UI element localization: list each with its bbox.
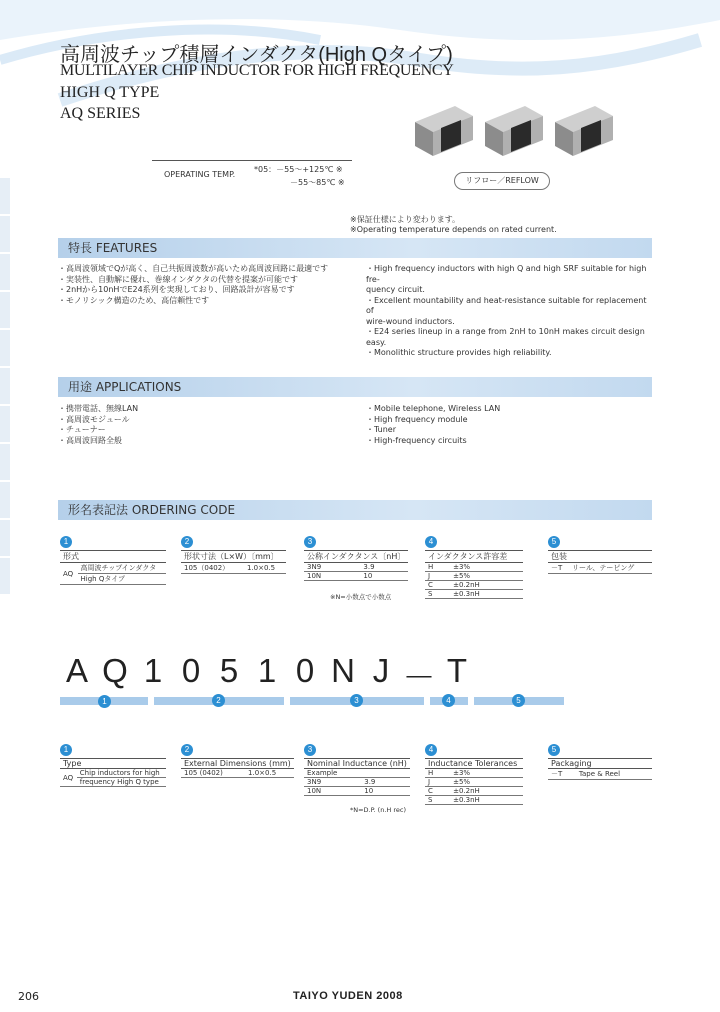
list-item: ・Monolithic structure provides high reliability.: [366, 348, 552, 357]
table-cell: C: [425, 787, 450, 796]
applications-jp-list: [58, 404, 348, 446]
list-item: ・High frequency module: [366, 414, 468, 424]
number-badge: 1: [98, 695, 111, 708]
side-tab: [0, 254, 10, 290]
number-badge: 2: [181, 536, 193, 548]
page-subtitle: HIGH Q TYPE: [60, 84, 160, 101]
number-badge: 5: [512, 694, 525, 707]
number-badge: 5: [548, 744, 560, 756]
number-badge: 1: [60, 536, 72, 548]
code-char: 0: [295, 652, 315, 689]
side-tab: [0, 520, 10, 556]
jp-tolerance-table: [425, 550, 523, 599]
en-packaging-table: [548, 758, 652, 780]
table-cell: S: [425, 590, 450, 599]
page-title-en: MULTILAYER CHIP INDUCTOR FOR HIGH FREQUENCY: [60, 62, 454, 79]
list-item: ・チューナー: [58, 425, 106, 434]
table-cell: 包装: [548, 551, 652, 563]
side-tab: [0, 216, 10, 252]
page-number: 206: [18, 990, 39, 1003]
table-cell: リール、テーピング: [569, 563, 652, 574]
table-cell: ±5%: [450, 778, 523, 787]
table-cell: 10N: [304, 572, 360, 581]
ordering-code-display: [58, 652, 588, 699]
temp-range-2: －55～85℃ ※: [290, 178, 345, 187]
table-cell: Chip inductors for high: [77, 769, 166, 778]
table-cell: AQ: [60, 769, 77, 787]
table-cell: 10N: [304, 787, 361, 796]
list-item: ・高周波モジュール: [58, 414, 130, 424]
side-tab: [0, 482, 10, 518]
inductance-note: ※N=小数点で小数点: [330, 593, 392, 601]
en-dimensions-table: [181, 758, 294, 778]
applications-banner: [58, 377, 652, 397]
table-cell: High Qタイプ: [78, 574, 166, 585]
features-heading: 特長 FEATURES: [68, 241, 158, 255]
table-cell: 公称インダクタンス〔nH〕: [304, 551, 408, 563]
table-cell: 10: [360, 572, 408, 581]
table-cell: frequency High Q type: [77, 778, 166, 787]
table-cell: J: [425, 572, 450, 581]
chip-inductor-image: [405, 92, 615, 162]
applications-en-list: [366, 404, 656, 446]
table-cell: H: [425, 563, 450, 572]
applications-heading: 用途 APPLICATIONS: [68, 380, 182, 394]
list-item: ・実装性、自動解に優れ、巻線インダクタの代替を提案が可能です: [58, 274, 298, 284]
side-tab: [0, 406, 10, 442]
table-cell: 3N9: [304, 778, 361, 787]
code-char: 0: [181, 652, 201, 689]
list-item: ・モノリシック構造のため、高信頼性です: [58, 295, 210, 305]
table-cell: Type: [60, 759, 166, 769]
table-cell: 10: [361, 787, 410, 796]
table-cell: AQ: [60, 563, 78, 585]
jp-dimensions-table: [181, 550, 286, 574]
table-cell: －T: [548, 563, 569, 574]
list-item: wire-wound inductors.: [366, 316, 455, 326]
side-tab: [0, 292, 10, 328]
table-cell: S: [425, 796, 450, 805]
code-char: 1: [257, 652, 277, 689]
ordering-banner: [58, 500, 652, 520]
side-tab: [0, 330, 10, 366]
ordering-heading: 形名表記法 ORDERING CODE: [68, 503, 236, 517]
table-cell: 3.9: [361, 778, 410, 787]
number-badge: 3: [304, 744, 316, 756]
table-cell: ±3%: [450, 769, 523, 778]
list-item: ・高周波領域でQが高く、自己共振周波数が高いため高周波回路に最適です: [58, 264, 329, 273]
temp-label: OPERATING TEMP.: [164, 170, 236, 179]
number-badge: 4: [425, 744, 437, 756]
code-char: －: [402, 659, 436, 696]
list-item: ・Tuner: [366, 425, 397, 434]
note-jp: ※保証仕様により変わります。: [350, 215, 461, 224]
note-en: ※Operating temperature depends on rated current.: [350, 225, 557, 234]
list-item: ・High frequency inductors with high Q and high SRF suitable for high fre-: [366, 264, 647, 284]
table-cell: H: [425, 769, 450, 778]
table-cell: Inductance Tolerances: [425, 759, 523, 769]
side-tab: [0, 178, 10, 214]
table-cell: 1.0×0.5: [244, 563, 286, 574]
code-char: T: [446, 652, 468, 689]
brand-footer: TAIYO YUDEN 2008: [293, 990, 403, 1002]
table-cell: 3.9: [360, 563, 408, 572]
list-item: ・Excellent mountability and heat-resistance suitable for replacement of: [366, 295, 647, 315]
temp-range-1: *05：－55～+125℃ ※: [254, 165, 343, 174]
table-cell: 高周波チップインダクタ: [78, 563, 166, 574]
table-cell: J: [425, 778, 450, 787]
table-cell: 形状寸法（L×W）〔mm〕: [181, 551, 286, 563]
jp-packaging-table: [548, 550, 652, 574]
side-tab: [0, 368, 10, 404]
side-tab: [0, 444, 10, 480]
features-en-list: [366, 264, 656, 359]
table-cell: ±0.3nH: [450, 590, 523, 599]
reflow-badge: リフロー／REFLOW: [454, 172, 550, 190]
table-cell: ±5%: [450, 572, 523, 581]
number-badge: 5: [548, 536, 560, 548]
side-tab: [0, 558, 10, 594]
code-char: Q: [102, 652, 128, 689]
jp-type-table: [60, 550, 166, 585]
table-cell: 形式: [60, 551, 166, 563]
number-badge: 3: [304, 536, 316, 548]
table-cell: Packaging: [548, 759, 652, 769]
jp-inductance-table: [304, 550, 408, 581]
table-cell: インダクタンス許容差: [425, 551, 523, 563]
list-item: ・携帯電話、無線LAN: [58, 404, 139, 413]
series-name: AQ SERIES: [60, 105, 141, 122]
number-badge: 3: [350, 694, 363, 707]
table-cell: －T: [548, 769, 576, 780]
table-cell: ±0.3nH: [450, 796, 523, 805]
code-char: A: [65, 652, 88, 689]
number-badge: 2: [181, 744, 193, 756]
table-cell: ±0.2nH: [450, 581, 523, 590]
list-item: ・E24 series lineup in a range from 2nH to 10nH makes circuit design easy.: [366, 327, 645, 347]
page-title-jp: 高周波チップ積層インダクタ(High Qタイプ): [60, 44, 453, 66]
code-char: 5: [219, 652, 239, 689]
temp-rule: [152, 160, 352, 161]
number-badge: 1: [60, 744, 72, 756]
number-badge: 4: [425, 536, 437, 548]
inductance-note: *N=D.P. (n.H rec): [350, 806, 406, 814]
table-cell: Tape & Reel: [576, 769, 652, 780]
table-cell: Nominal Inductance (nH): [304, 759, 410, 769]
features-jp-list: [58, 264, 348, 306]
en-type-table: [60, 758, 166, 787]
table-cell: 105（0402）: [181, 563, 244, 574]
table-cell: 105 (0402): [181, 769, 245, 778]
list-item: ・2nHから10nHでE24系列を実現しており、回路設計が容易です: [58, 285, 295, 294]
table-cell: Example: [304, 769, 410, 778]
code-char: 1: [143, 652, 163, 689]
table-cell: ±0.2nH: [450, 787, 523, 796]
number-badge: 2: [212, 694, 225, 707]
number-badge: 4: [442, 694, 455, 707]
table-cell: C: [425, 581, 450, 590]
code-char: J: [372, 652, 390, 689]
features-banner: [58, 238, 652, 258]
list-item: ・Mobile telephone, Wireless LAN: [366, 404, 501, 413]
list-item: quency circuit.: [366, 285, 425, 294]
table-cell: 3N9: [304, 563, 360, 572]
code-char: N: [331, 652, 355, 689]
list-item: ・高周波回路全般: [58, 435, 122, 445]
table-cell: 1.0×0.5: [245, 769, 294, 778]
list-item: ・High-frequency circuits: [366, 435, 467, 445]
en-tolerance-table: [425, 758, 523, 805]
table-cell: ±3%: [450, 563, 523, 572]
en-inductance-table: [304, 758, 410, 796]
table-cell: External Dimensions (mm): [181, 759, 294, 769]
